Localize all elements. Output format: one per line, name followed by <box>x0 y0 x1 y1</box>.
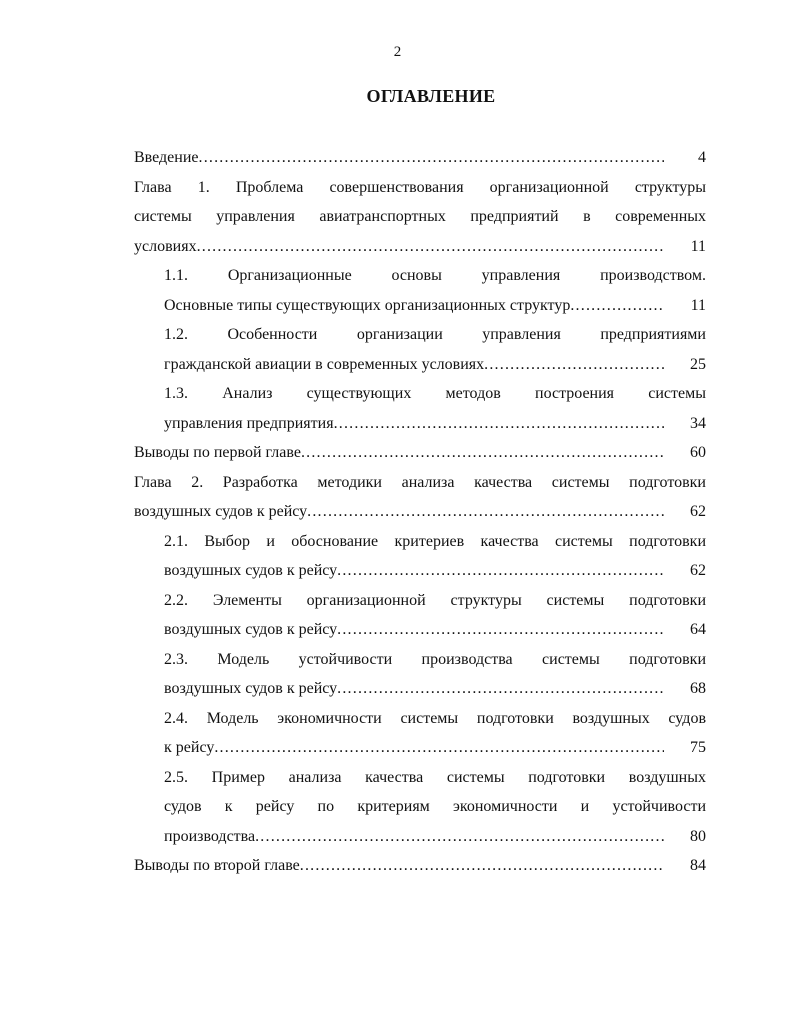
toc-entry-section-2-4 <box>134 704 706 763</box>
toc-entry-section-1-2 <box>134 320 706 379</box>
toc-entry-section-1-3 <box>134 379 706 438</box>
toc-entry-line: 1.1. Организационные основы управления производством. <box>164 267 706 284</box>
toc-entry-label: Выводы по первой главе <box>134 444 301 461</box>
toc-entry-line: 2.2. Элементы организационной структуры системы подготовки <box>164 591 706 609</box>
toc-page-ref: 62 <box>690 562 706 579</box>
toc-entry-label: Введение <box>134 149 199 166</box>
toc-page-ref: 11 <box>690 237 706 255</box>
toc-entry-label: к рейсу <box>164 739 215 756</box>
toc-page-ref: 62 <box>690 503 706 520</box>
toc-entry-line: 1.2. Особенности организации управления предприятиями <box>164 326 706 343</box>
toc-entry-line: Глава 1. Проблема совершенствования организационной структуры <box>134 178 706 196</box>
toc-entry-label: Выводы по второй главе <box>134 857 300 874</box>
toc-entry-chapter-1 <box>134 173 706 262</box>
dot-leader <box>301 438 664 468</box>
toc-page-ref: 4 <box>698 149 706 166</box>
toc-entry-section-2-1 <box>134 527 706 586</box>
page-number: 2 <box>393 44 402 60</box>
toc-entry-section-2-5 <box>134 763 706 852</box>
toc-page-ref: 64 <box>690 621 706 638</box>
toc-entry-label: гражданской авиации в современных условиях <box>164 355 485 373</box>
dot-leader <box>337 556 664 586</box>
dot-leader <box>570 291 664 321</box>
toc-entry-conclusions-2 <box>134 851 706 881</box>
toc-entry-introduction <box>134 143 706 173</box>
toc-entry-line: 2.4. Модель экономичности системы подготовки воздушных судов <box>164 709 706 727</box>
dot-leader <box>300 851 664 881</box>
toc-entry-label: воздушных судов к рейсу <box>164 562 338 579</box>
toc-entry-label: производства <box>164 827 256 845</box>
toc-entry-line: 2.5. Пример анализа качества системы подготовки воздушных <box>164 768 706 786</box>
toc-entry-line: 1.3. Анализ существующих методов построения системы <box>164 385 706 402</box>
toc-entry-label: воздушных судов к рейсу <box>164 680 338 697</box>
toc-page-ref: 84 <box>690 857 706 874</box>
toc-entry-section-2-2 <box>134 586 706 645</box>
toc-page-ref: 75 <box>690 739 706 756</box>
toc-page-ref: 68 <box>690 680 706 697</box>
table-of-contents <box>134 143 706 881</box>
toc-page-ref: 80 <box>690 827 706 845</box>
toc-entry-conclusions-1 <box>134 438 706 468</box>
toc-entry-label: воздушных судов к рейсу <box>164 621 338 638</box>
dot-leader <box>214 733 664 763</box>
dot-leader <box>337 615 664 645</box>
toc-entry-label: Основные типы существующих организационных структур <box>164 296 571 314</box>
toc-page-ref: 11 <box>690 296 706 314</box>
dot-leader <box>334 409 664 439</box>
toc-entry-line: судов к рейсу по критериям экономичности и устойчивости <box>164 798 706 815</box>
toc-entry-section-1-1 <box>134 261 706 320</box>
toc-entry-label: условиях <box>134 237 197 255</box>
toc-entry-line: 2.1. Выбор и обоснование критериев качества системы подготовки <box>164 532 706 550</box>
toc-page-ref: 34 <box>690 414 706 432</box>
toc-entry-chapter-2 <box>134 468 706 527</box>
toc-entry-line: системы управления авиатранспортных предприятий в современных <box>134 208 706 225</box>
toc-entry-line: 2.3. Модель устойчивости производства системы подготовки <box>164 650 706 668</box>
dot-leader <box>307 497 664 527</box>
toc-entry-section-2-3 <box>134 645 706 704</box>
dot-leader <box>199 143 665 173</box>
dot-leader <box>197 232 664 262</box>
toc-entry-line: Глава 2. Разработка методики анализа качества системы подготовки <box>134 473 706 491</box>
dot-leader <box>337 674 664 704</box>
page-title: ОГЛАВЛЕНИЕ <box>366 86 496 106</box>
toc-entry-label: воздушных судов к рейсу <box>134 503 308 520</box>
toc-entry-label: управления предприятия <box>164 414 334 432</box>
dot-leader <box>255 822 664 852</box>
toc-page-ref: 25 <box>690 355 706 373</box>
toc-page-ref: 60 <box>690 444 706 461</box>
dot-leader <box>484 350 664 380</box>
